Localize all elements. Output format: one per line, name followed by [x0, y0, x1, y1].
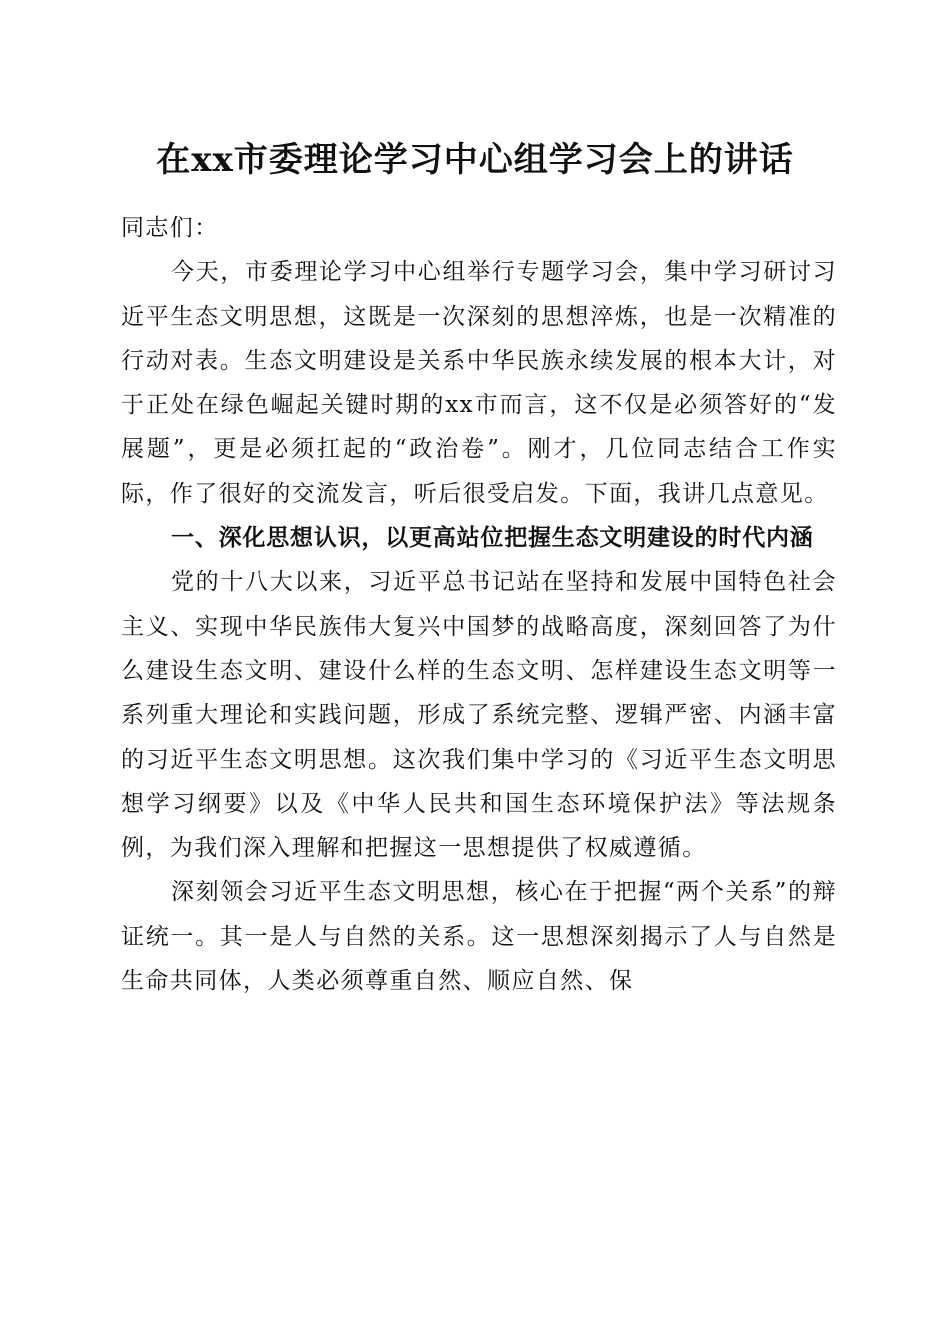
- document-body: [121, 206, 837, 1003]
- paragraph-two-relations: 深刻领会习近平生态文明思想，核心在于把握“两个关系”的辩证统一。其一是人与自然的关系。这一思想深刻揭示了人与自然是生命共同体，人类必须尊重自然、顺应自然、保: [121, 879, 837, 995]
- paragraph-intro: 今天，市委理论学习中心组举行专题学习会，集中学习研讨习近平生态文明思想，这既是一次深刻的思想淬炼，也是一次精准的行动对表。生态文明建设是关系中华民族永续发展的根本大计，对于正处在绿色崛起关键时期的xx市而言，这不仅是必须答好的“发展题”，更是必须扛起的“政治卷”。刚才，几位同志结合工作实际，作了很好的交流发言，听后很受启发。下面，我讲几点意见。: [121, 259, 837, 507]
- salutation: 同志们：: [121, 215, 219, 241]
- paragraph-background: 党的十八大以来，习近平总书记站在坚持和发展中国特色社会主义、实现中华民族伟大复兴中国梦的战略高度，深刻回答了为什么建设生态文明、建设什么样的生态文明、怎样建设生态文明等一系列重大理论和实践问题，形成了系统完整、逻辑严密、内涵丰富的习近平生态文明思想。这次我们集中学习的《习近平生态文明思想学习纲要》以及《中华人民共和国生态环境保护法》等法规条例，为我们深入理解和把握这一思想提供了权威遵循。: [121, 569, 837, 862]
- section-heading-1: 一、深化思想认识，以更高站位把握生态文明建设的时代内涵: [171, 525, 814, 552]
- document-title: 在xx市委理论学习中心组学习会上的讲话: [156, 140, 794, 180]
